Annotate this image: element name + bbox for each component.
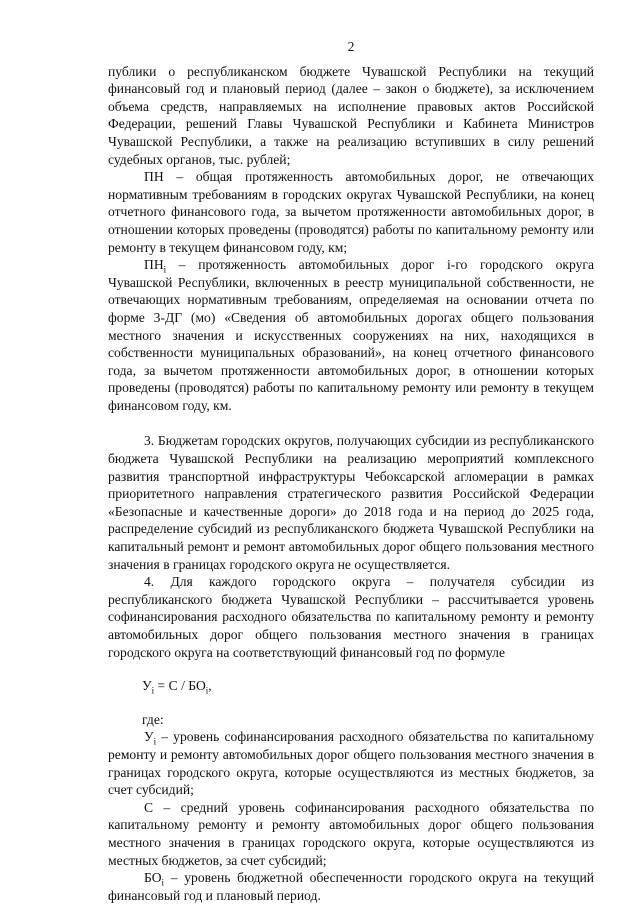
paragraph-item-4: 4. Для каждого городского округа – получателя субсидии из республиканского бюджета Чувашской Республики – рассчитывается уровень софинансирования расходного обязательства по капитальному ремонту и ремонту автомобильных дорог общего пользования местного значения в границах городского округа на соответствующий финансовый год по формуле — [108, 574, 594, 660]
symbol-y-subscript: i — [153, 737, 157, 748]
symbol-pn-subscript: i — [163, 264, 167, 275]
symbol-bo-subscript: i — [161, 877, 165, 888]
symbol-bo: БО — [144, 870, 162, 886]
paragraph-c-definition: С – средний уровень софинансирования расходного обязательства по капитальному ремонту и ремонту автомобильных дорог общего пользования местного значения в границах городского округа, которые осуществляются из местных бюджетов, за счет субсидий; — [108, 799, 594, 868]
paragraph-pn-definition: ПН – общая протяженность автомобильных дорог, не отвечающих нормативным требованиям в городских округах Чувашской Республики, на конец отчетного финансового года, за вычетом протяженности автомобильных дорог, в отношении которых проведены (проводятся) работы по капитальному ремонту или ремонту в текущем финансовом году, км; — [108, 169, 594, 255]
formula — [142, 677, 594, 695]
paragraph-yi-definition — [108, 728, 594, 798]
formula-y: У — [142, 678, 152, 694]
formula-end: , — [208, 678, 212, 694]
paragraph-item-3: 3. Бюджетам городских округов, получающих субсидии из республиканского бюджета Чувашской Республики на реализацию мероприятий комплексного развития транспортной инфраструктуры Чебоксарской агломерации в рамках приоритетного направления стратегического развития Российской Федерации «Безопасные и качественные дороги» до 2018 года и на период до 2025 года, распределение субсидий из республиканского бюджета Чувашской Республики на капитальный ремонт и ремонт автомобильных дорог общего пользования местного значения в границах городского округа не осуществляется. — [108, 433, 594, 572]
paragraph-pni-definition — [108, 256, 594, 414]
yi-text: – уровень софинансирования расходного обязательства по капитальному ремонту и ремонту автомобильных дорог общего пользования местного значения в границах городского округа, которые осуществляются из местных бюджетов, за счет субсидий; — [108, 729, 594, 798]
formula-y-subscript: i — [151, 685, 155, 696]
paragraph-boi-definition — [108, 869, 594, 904]
paragraph-intro-continuation: публики о республиканском бюджете Чувашской Республики на текущий финансовый год и плановый период (далее – закон о бюджете), за исключением объема средств, направляемых на исполнение правовых актов Российской Федерации, решений Главы Чувашской Республики и Кабинета Министров Чувашской Республики, а также на реализацию вступивших в силу решений судебных органов, тыс. рублей; — [108, 63, 594, 167]
symbol-pn: ПН — [144, 257, 164, 273]
symbol-y: У — [144, 729, 154, 745]
formula-mid: = С / БО — [154, 678, 206, 694]
where-label: где: — [142, 711, 164, 727]
boi-text: – уровень бюджетной обеспеченности городского округа на текущий финансовый год и плановый период. — [108, 870, 594, 903]
document-page — [108, 38, 594, 904]
formula-bo-subscript: i — [205, 685, 209, 696]
pni-text: – протяженность автомобильных дорог i-го городского округа Чувашской Республики, включенных в реестр муниципальной собственности, не отвечающих нормативным требованиям, определяемая на основании отчета по форме 3-ДГ (мо) «Сведения об автомобильных дорогах общего пользования местного значения и искусственных сооружениях на них, находящихся в собственности муниципальных образований», на конец отчетного финансового года, за вычетом протяженности автомобильных дорог, в отношении которых проведены (проводятся) работы по капитальному ремонту или ремонту в текущем финансовом году, км. — [108, 257, 594, 413]
page-number: 2 — [347, 39, 355, 54]
